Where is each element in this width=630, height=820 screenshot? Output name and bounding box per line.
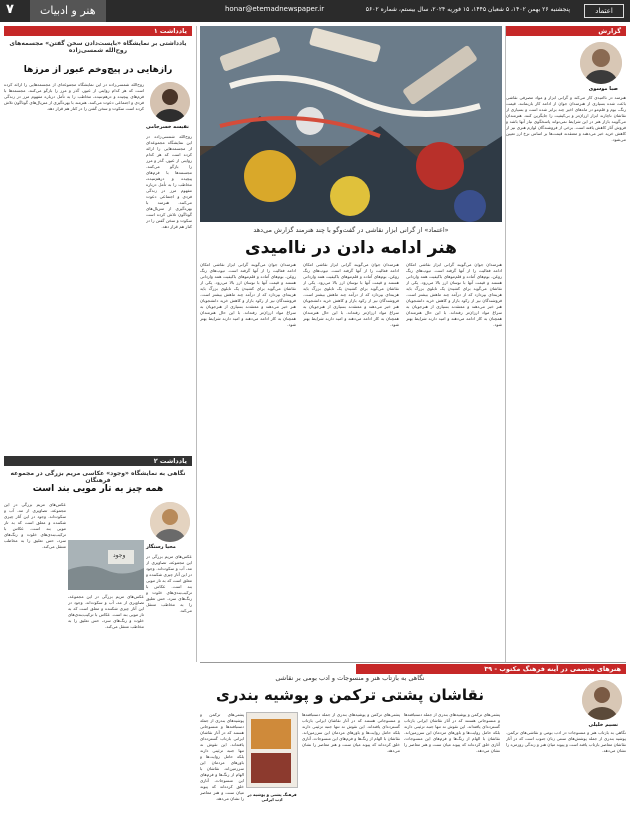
note1-headline: رازهایی در پیچ‌وخم عبور از مرزها: [23, 65, 173, 75]
series-label: هنرهای تجسمی در آینه فرهنگ مکتوب - ۳۹: [356, 664, 626, 674]
author-photo: [580, 42, 622, 84]
note2-headline: همه چیز به تار مویی بند است: [32, 484, 164, 494]
note2-label: یادداشت ۲: [4, 456, 192, 466]
feature-label: نگاهی به بازتاب هنر و منسوجات و ادب بومی بر نقاشی: [275, 674, 425, 682]
note1-label: یادداشت ۱: [4, 26, 192, 36]
lead-body-col1: هنرمندان جوان می‌گویند گرانی ابزار نقاشی امکان ادامه فعالیت را از آنها گرفته است. تیوب‌های رنگ روغن، بوم‌های آماده و قلم‌موهای باکیفیت همه وارداتی هستند و قیمت آنها با نوسان ارز بالا می‌رود. یکی از نقاشان می‌گوید برای کشیدن یک تابلوی بزرگ باید هزینه‌ای بپردازد که از درآمد چند ماهش بیشتر است. فروشندگان نیز از رکود بازار و کاهش خرید دانشجویان هنر خبر می‌دهند و معتقدند بسیاری از هنرجویان به سراغ مواد ارزان‌تر رفته‌اند. با این حال هنرمندان همچنان به کار ادامه می‌دهند و امید دارند شرایط بهتر شود.: [406, 262, 502, 327]
note2-photo: [68, 540, 144, 590]
book-cover: [246, 712, 298, 788]
page-number: ۷: [6, 2, 14, 17]
note2-author-photo: [150, 502, 190, 542]
note2-body-narrow: عکس‌های مریم بزرگی در این مجموعه، تصاویری از مه، آب و سکوت‌اند. وجود در این آثار چیزی شکننده و معلق است که به تار مویی بند است. عکاس با ترکیب‌بندی‌های خلوت و رنگ‌های سرد، حس تعلیق را به مخاطب منتقل می‌کند.: [146, 554, 192, 613]
lead-photo-paints: [200, 26, 502, 222]
lead-body-col3: هنرمندان جوان می‌گویند گرانی ابزار نقاشی امکان ادامه فعالیت را از آنها گرفته است. تیوب‌های رنگ روغن، بوم‌های آماده و قلم‌موهای باکیفیت همه وارداتی هستند و قیمت آنها با نوسان ارز بالا می‌رود. یکی از نقاشان می‌گوید برای کشیدن یک تابلوی بزرگ باید هزینه‌ای بپردازد که از درآمد چند ماهش بیشتر است. فروشندگان نیز از رکود بازار و کاهش خرید دانشجویان هنر خبر می‌دهند و معتقدند بسیاری از هنرجویان به سراغ مواد ارزان‌تر رفته‌اند. با این حال هنرمندان همچنان به کار ادامه می‌دهند و امید دارند شرایط بهتر شود.: [200, 262, 296, 327]
lead-headline: هنر ادامه دادن در ناامیدی: [245, 238, 457, 258]
lead-body-col2: هنرمندان جوان می‌گویند گرانی ابزار نقاشی امکان ادامه فعالیت را از آنها گرفته است. تیوب‌های رنگ روغن، بوم‌های آماده و قلم‌موهای باکیفیت همه وارداتی هستند و قیمت آنها با نوسان ارز بالا می‌رود. یکی از نقاشان می‌گوید برای کشیدن یک تابلوی بزرگ باید هزینه‌ای بپردازد که از درآمد چند ماهش بیشتر است. فروشندگان نیز از رکود بازار و کاهش خرید دانشجویان هنر خبر می‌دهند و معتقدند بسیاری از هنرجویان به سراغ مواد ارزان‌تر رفته‌اند. با این حال هنرمندان همچنان به کار ادامه می‌دهند و امید دارند شرایط بهتر شود.: [303, 262, 399, 327]
author-name: صبا موسوی: [588, 86, 618, 92]
right-column-label: گزارش: [506, 26, 626, 36]
book-title: فرهنگ پشتی و پوشیه در ادب ایرانی: [247, 792, 297, 802]
note2-author-name: محیا رستگار: [146, 544, 176, 550]
bottom-author-photo: [582, 680, 622, 720]
feature-body-col1: پشتی‌های ترکمن و پوشیه‌های بندری از جمله دستبافته‌ها و منسوجاتی هستند که در آثار نقاشان ایرانی بازتاب گسترده‌ای یافته‌اند. این نقوش نه تنها جنبه تزئینی دارند بلکه حامل روایت‌ها و باورهای مردمان این سرزمین‌اند. نقاشان با الهام از رنگ‌ها و فرم‌های این منسوجات، آثاری خلق کرده‌اند که پیوند میان سنت و هنر معاصر را نشان می‌دهد.: [404, 712, 500, 753]
bottom-author-name: نسیم خلیلی: [588, 722, 618, 728]
report-body: هنرمند در ناامیدی کار می‌کند و گرانی ابزار و مواد مصرفی نقاشی باعث شده بسیاری از هنرمندان جوان از ادامه کار بازبمانند. قیمت رنگ، بوم و قلم‌مو در ماه‌های اخیر چند برابر شده است و بسیاری از نقاشان ناچارند ابزار ارزان‌تر و بی‌کیفیت را جایگزین کنند. هنرمندان می‌گویند بازار هنر در این شرایط نمی‌تواند پاسخگوی نیاز آنها باشد و فروش آثار کاهش یافته است. برخی از فروشندگان لوازم هنری نیز از کاهش خرید خبر می‌دهند و معتقدند قیمت‌ها بر اساس نرخ ارز تعیین می‌شود.: [506, 95, 626, 142]
section-email[interactable]: honar@etemadnewspaper.ir: [225, 5, 325, 13]
feature-headline: نقاشان پشتی ترکمن و پوشیه بندری: [216, 686, 484, 704]
note2-body-mid: عکس‌های مریم بزرگی در این مجموعه، تصاویری از مه، آب و سکوت‌اند. وجود در این آثار چیزی شکننده و معلق است که به تار مویی بند است. عکاس با ترکیب‌بندی‌های خلوت و رنگ‌های سرد، حس تعلیق را به مخاطب منتقل می‌کند.: [68, 594, 144, 629]
lead-subheadline: «اعتماد» از گرانی ابزار نقاشی در گفت‌وگو با چند هنرمند گزارش می‌دهد: [253, 226, 449, 234]
bottom-body-right: نگاهی به بازتاب هنر و منسوجات در ادب بومی و نقاشی‌های ترکمن. پوشیه بندری از جمله پوشش‌های سنتی زنان جنوب است که در آثار نقاشان معاصر بازتاب یافته است و پیوند میان هنر و زندگی روزمره را نشان می‌دهد.: [506, 730, 626, 753]
section-title: هنر و ادبیات: [30, 0, 106, 22]
note1-author-photo: [150, 82, 190, 122]
note2-photo-text: وجود: [113, 552, 126, 559]
note1-body: روح‌الله شمسی‌زاده در این نمایشگاه مجموعه‌ای از مجسمه‌هایی را ارائه کرده است که هر کدام روایتی از عبور، گذر و مرز را بازگو می‌کنند. مجسمه‌ها با فرم‌های پیچیده و درهم‌تنیده، مخاطب را به تأمل درباره مفهوم مرز در زندگی فردی و اجتماعی دعوت می‌کنند. هنرمند با بهره‌گیری از متریال‌های گوناگون تلاش کرده است سکوت و سخن گفتن را در کنار هم قرار دهد.: [4, 82, 144, 111]
note2-subheadline: نگاهی به نمایشگاه «وجود» عکاسی مریم بزرگی در مجموعه فرهنگان: [10, 470, 186, 484]
masthead-bar: [0, 0, 630, 22]
feature-body-col3: پشتی‌های ترکمن و پوشیه‌های بندری از جمله دستبافته‌ها و منسوجاتی هستند که در آثار نقاشان ایرانی بازتاب گسترده‌ای یافته‌اند. این نقوش نه تنها جنبه تزئینی دارند بلکه حامل روایت‌ها و باورهای مردمان این سرزمین‌اند. نقاشان با الهام از رنگ‌ها و فرم‌های این منسوجات، آثاری خلق کرده‌اند که پیوند میان سنت و هنر معاصر را نشان می‌دهد.: [200, 712, 244, 801]
note2-body: عکس‌های مریم بزرگی در این مجموعه، تصاویری از مه، آب و سکوت‌اند. وجود در این آثار چیزی شکننده و معلق است که به تار مویی بند است. عکاس با ترکیب‌بندی‌های خلوت و رنگ‌های سرد، حس تعلیق را به مخاطب منتقل می‌کند.: [4, 502, 66, 549]
note1-author-name: نفیسه خسرجامی: [146, 124, 189, 130]
dateline: پنجشنبه ۲۶ بهمن ۱۴۰۲، ۵ شعبان ۱۴۴۵، ۱۵ فوریه ۲۰۲۴، سال بیستم، شماره ۵۶۰۲: [365, 6, 570, 13]
feature-body-col2: پشتی‌های ترکمن و پوشیه‌های بندری از جمله دستبافته‌ها و منسوجاتی هستند که در آثار نقاشان ایرانی بازتاب گسترده‌ای یافته‌اند. این نقوش نه تنها جنبه تزئینی دارند بلکه حامل روایت‌ها و باورهای مردمان این سرزمین‌اند. نقاشان با الهام از رنگ‌ها و فرم‌های این منسوجات، آثاری خلق کرده‌اند که پیوند میان سنت و هنر معاصر را نشان می‌دهد.: [302, 712, 400, 753]
newspaper-logo: اعتماد: [584, 4, 624, 18]
note1-subheadline: یادداشتی بر نمایشگاه «بایست‌دادن سخن گفتن» مجسمه‌های روح‌الله شمسی‌زاده: [9, 40, 187, 54]
note1-body-narrow: روح‌الله شمسی‌زاده در این نمایشگاه مجموعه‌ای از مجسمه‌هایی را ارائه کرده است که هر کدام روایتی از عبور، گذر و مرز را بازگو می‌کنند. مجسمه‌ها با فرم‌های پیچیده و درهم‌تنیده، مخاطب را به تأمل درباره مفهوم مرز در زندگی فردی و اجتماعی دعوت می‌کنند. هنرمند با بهره‌گیری از متریال‌های گوناگون تلاش کرده است سکوت و سخن گفتن را در کنار هم قرار دهد.: [146, 134, 192, 229]
